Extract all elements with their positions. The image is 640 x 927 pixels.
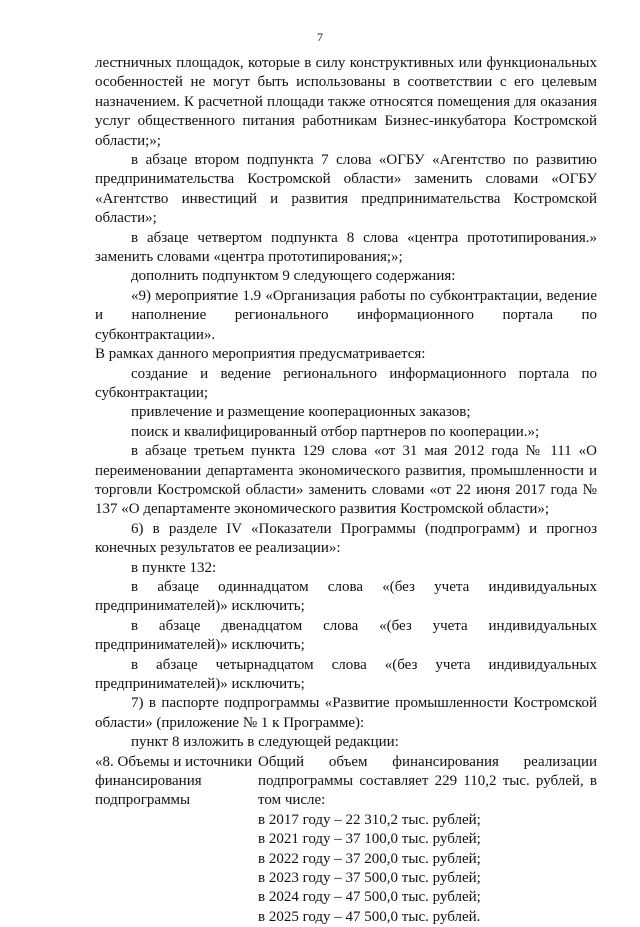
paragraph: в пункте 132:	[131, 559, 217, 576]
paragraph: в абзаце одиннадцатом слова «(без учета индивидуальных предпринимателей)» исключить;	[95, 578, 597, 615]
funding-year-row: в 2025 году – 47 500,0 тыс. рублей.	[258, 908, 481, 925]
paragraph: в абзаце двенадцатом слова «(без учета индивидуальных предпринимателей)» исключить;	[95, 617, 597, 654]
funding-table-label: «8. Объемы и источники финансирования подпрограммы	[95, 753, 253, 809]
paragraph: в абзаце четырнадцатом слова «(без учета индивидуальных предпринимателей)» исключить;	[95, 656, 597, 692]
funding-year-row: в 2017 году – 22 310,2 тыс. рублей;	[258, 811, 481, 828]
paragraph: В рамках данного мероприятия предусматривается:	[95, 346, 426, 363]
funding-year-row: в 2022 году – 37 200,0 тыс. рублей;	[258, 850, 481, 867]
funding-table	[95, 753, 597, 927]
paragraph: «9) мероприятие 1.9 «Организация работы по субконтрактации, ведение и наполнение регионального информационного портала по субконтрактации».	[95, 287, 597, 343]
paragraph: в абзаце четвертом подпункта 8 слова «центра прототипирования.» заменить словами «центра прототипирования;»;	[95, 229, 597, 266]
paragraph: 6) в разделе IV «Показатели Программы (подпрограмм) и прогноз конечных результатов ее реализации»:	[95, 520, 597, 557]
document-body	[95, 54, 597, 927]
funding-year-row: в 2024 году – 47 500,0 тыс. рублей;	[258, 889, 481, 906]
paragraph: поиск и квалифицированный отбор партнеров по кооперации.»;	[131, 423, 540, 440]
funding-year-row: в 2021 году – 37 100,0 тыс. рублей;	[258, 831, 481, 848]
paragraph: 7) в паспорте подпрограммы «Развитие промышленности Костромской области» (приложение № 1 к Программе):	[95, 695, 597, 731]
paragraph: в абзаце втором подпункта 7 слова «ОГБУ «Агентство по развитию предпринимательства Костромской области» заменить словами «ОГБУ «Агентство инвестиций и развития предпринимательства Костромской области»;	[95, 152, 597, 227]
funding-year-row: в 2023 году – 37 500,0 тыс. рублей;	[258, 870, 481, 887]
funding-table-content	[258, 753, 597, 927]
paragraph: лестничных площадок, которые в силу конструктивных или функциональных особенностей не могут быть использованы в соответствии с его целевым назначением. К расчетной площади также относятся помещения для оказания услуг общественного питания работникам Бизнес-инкубатора Костромской области;»;	[95, 55, 597, 149]
paragraph: привлечение и размещение кооперационных заказов;	[131, 404, 471, 421]
funding-intro: Общий объем финансирования реализации подпрограммы составляет 229 110,2 тыс. рублей, в том числе:	[258, 753, 597, 809]
paragraph: создание и ведение регионального информационного портала по субконтрактации;	[95, 365, 597, 401]
page-number: 7	[317, 30, 323, 44]
paragraph: в абзаце третьем пункта 129 слова «от 31 мая 2012 года № 111 «О переименовании департамента экономического развития, промышленности и торговли Костромской области» заменить словами «от 22 июня 2017 года № 137 «О департаменте экономического развития Костромской области»;	[95, 443, 597, 518]
paragraph: пункт 8 изложить в следующей редакции:	[131, 734, 399, 751]
paragraph: дополнить подпунктом 9 следующего содержания:	[131, 268, 456, 285]
